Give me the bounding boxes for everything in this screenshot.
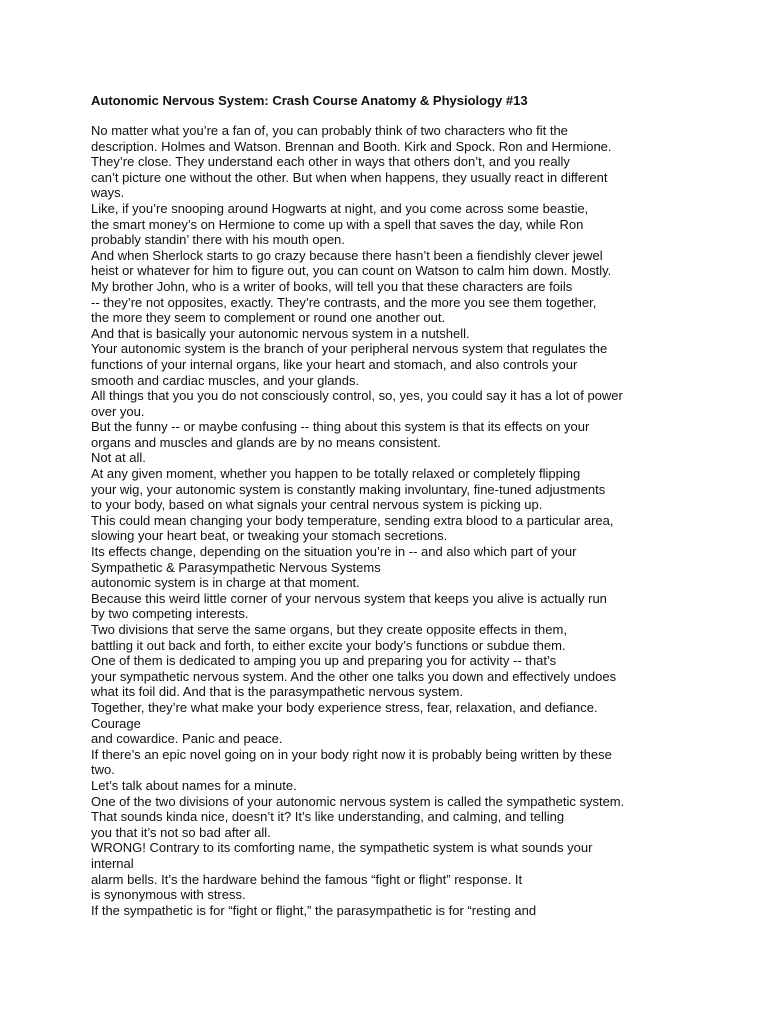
text-line: what its foil did. And that is the parasympathetic nervous system. xyxy=(91,684,464,700)
text-line: And that is basically your autonomic nervous system in a nutshell. xyxy=(91,325,470,341)
text-line: They’re close. They understand each other in ways that others don’t, and you really xyxy=(91,154,570,170)
text-line: to your body, based on what signals your central nervous system is picking up. xyxy=(91,497,543,513)
text-line: Two divisions that serve the same organs, but they create opposite effects in them, xyxy=(91,622,567,637)
text-line: autonomic system is in charge at that moment. xyxy=(91,575,360,591)
text-line: description. Holmes and Watson. Brennan and Booth. Kirk and Spock. Ron and Hermione. xyxy=(91,138,612,154)
text-line: slowing your heart beat, or tweaking your stomach secretions. xyxy=(91,528,448,544)
text-line: Together, they’re what make your body experience stress, fear, relaxation, and defiance. xyxy=(91,699,598,715)
text-line: All things that you you do not consciously control, so, yes, you could say it has a lot of power xyxy=(91,388,623,404)
text-line: heist or whatever for him to figure out, you can count on Watson to calm him down. Mostly. xyxy=(91,263,612,279)
text-line: battling it out back and forth, to either excite your body’s functions or subdue them. xyxy=(91,637,566,653)
text-line: My brother John, who is a writer of books, will tell you that these characters are foils xyxy=(91,278,573,294)
text-line: Not at all. xyxy=(91,450,146,466)
text-line: Because this weird little corner of your nervous system that keeps you alive is actually run xyxy=(91,590,607,606)
text-line: and cowardice. Panic and peace. xyxy=(91,731,283,747)
text-line: probably standin’ there with his mouth open. xyxy=(91,232,345,248)
text-line: No matter what you’re a fan of, you can probably think of two characters who fit the xyxy=(91,123,568,138)
text-line: ways. xyxy=(91,185,125,201)
text-line: This could mean changing your body temperature, sending extra blood to a particular area, xyxy=(91,512,614,528)
text-line: If the sympathetic is for “fight or flight,” the parasympathetic is for “resting and xyxy=(91,902,537,918)
text-line: Let’s talk about names for a minute. xyxy=(91,777,297,793)
text-line: Your autonomic system is the branch of your peripheral nervous system that regulates the xyxy=(91,341,608,357)
text-line: the smart money’s on Hermione to come up with a spell that saves the day, while Ron xyxy=(91,216,584,232)
text-line: you that it’s not so bad after all. xyxy=(91,824,271,840)
text-line: That sounds kinda nice, doesn’t it? It’s like understanding, and calming, and telling xyxy=(91,809,565,825)
text-line: Courage xyxy=(91,715,141,731)
text-line: One of them is dedicated to amping you up and preparing you for activity -- that’s xyxy=(91,653,557,669)
text-line: Sympathetic & Parasympathetic Nervous Systems xyxy=(91,559,381,575)
text-line: If there’s an epic novel going on in your body right now it is probably being written by these xyxy=(91,746,612,762)
text-line: internal xyxy=(91,855,134,871)
text-line: your wig, your autonomic system is constantly making involuntary, fine-tuned adjustments xyxy=(91,481,606,497)
text-line: functions of your internal organs, like your heart and stomach, and also controls your xyxy=(91,356,578,372)
text-line: alarm bells. It’s the hardware behind the famous “fight or flight” response. It xyxy=(91,871,523,887)
text-line: -- they’re not opposites, exactly. They’re contrasts, and the more you see them together, xyxy=(91,294,597,310)
text-line: smooth and cardiac muscles, and your glands. xyxy=(91,372,360,388)
document-body xyxy=(91,123,691,918)
text-line: by two competing interests. xyxy=(91,606,249,622)
text-line: Like, if you’re snooping around Hogwarts at night, and you come across some beastie, xyxy=(91,200,589,216)
text-line: over you. xyxy=(91,403,145,419)
text-line: two. xyxy=(91,762,115,778)
text-line: WRONG! Contrary to its comforting name, the sympathetic system is what sounds your xyxy=(91,840,593,856)
text-line: But the funny -- or maybe confusing -- thing about this system is that its effects on your xyxy=(91,419,590,435)
text-line: organs and muscles and glands are by no means consistent. xyxy=(91,434,441,450)
text-line: Its effects change, depending on the situation you’re in -- and also which part of your xyxy=(91,544,577,560)
text-line: is synonymous with stress. xyxy=(91,887,246,903)
text-line: the more they seem to complement or round one another out. xyxy=(91,310,446,326)
text-line: One of the two divisions of your autonomic nervous system is called the sympathetic system. xyxy=(91,793,625,809)
text-line: And when Sherlock starts to go crazy because there hasn’t been a fiendishly clever jewel xyxy=(91,247,603,263)
text-line: your sympathetic nervous system. And the other one talks you down and effectively undoes xyxy=(91,668,617,684)
document-title: Autonomic Nervous System: Crash Course Anatomy & Physiology #13 xyxy=(91,93,528,108)
text-line: can’t picture one without the other. But when when happens, they usually react in different xyxy=(91,169,608,185)
text-line: At any given moment, whether you happen to be totally relaxed or completely flipping xyxy=(91,466,581,482)
